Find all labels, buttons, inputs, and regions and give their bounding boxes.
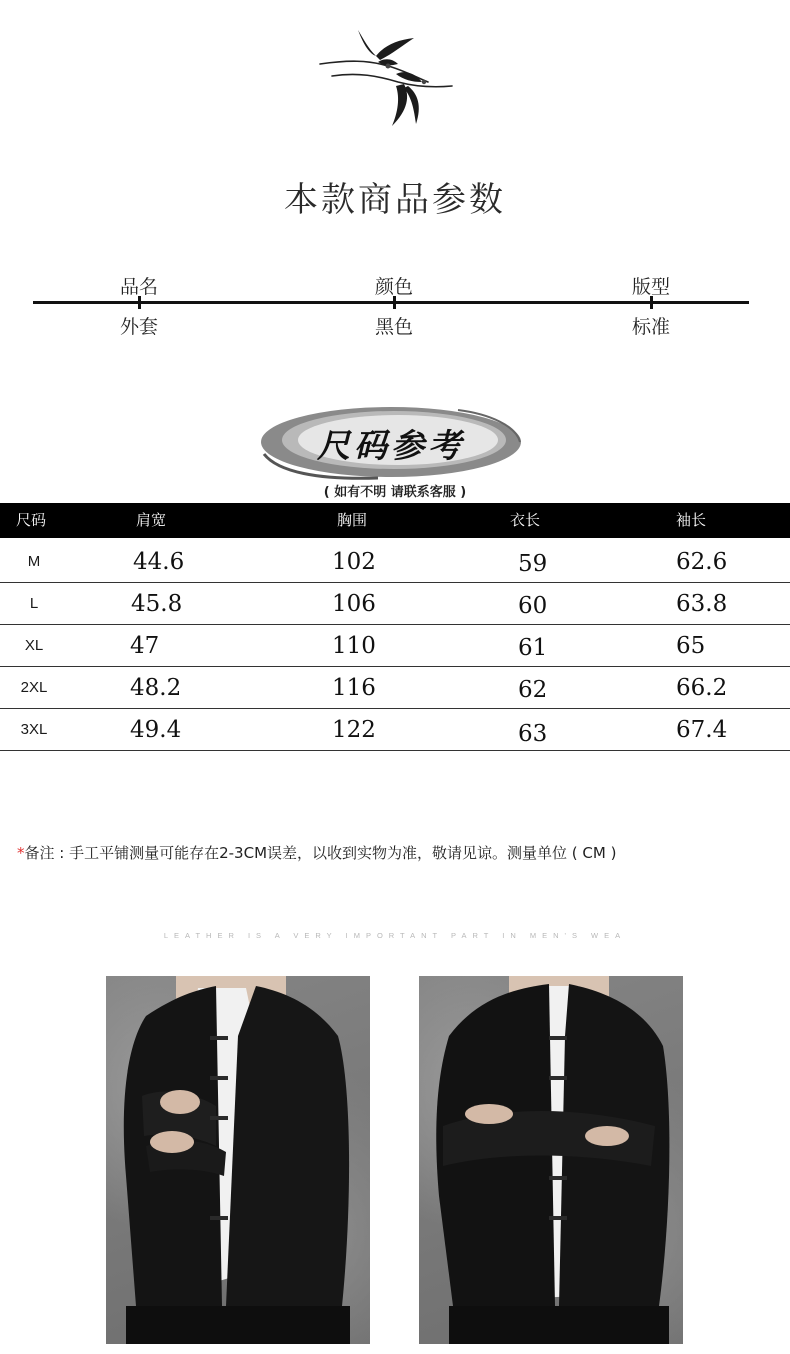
cell-length: 62	[518, 677, 548, 703]
param-key-fit: 版型	[631, 276, 670, 298]
table-row	[0, 624, 790, 667]
cell-size: M	[27, 553, 41, 570]
cell-shoulder: 44.6	[133, 549, 185, 575]
param-value-fit: 标准	[631, 316, 670, 338]
param-key-color: 颜色	[374, 276, 413, 298]
table-row	[0, 582, 790, 625]
header-chest: 胸围	[337, 511, 368, 529]
note-asterisk: *	[17, 844, 25, 862]
header-shoulder: 肩宽	[136, 511, 167, 529]
param-value-color: 黑色	[374, 316, 413, 338]
cell-chest: 102	[332, 549, 376, 575]
cell-shoulder: 48.2	[130, 675, 182, 701]
note-text: 备注 : 手工平铺测量可能存在2-3CM误差，以收到实物为准，敬请见谅。测量单位 ( CM )	[24, 844, 617, 862]
header-sleeve: 袖长	[676, 511, 707, 529]
cell-size: L	[29, 595, 39, 612]
cell-sleeve: 66.2	[676, 675, 728, 701]
cell-sleeve: 62.6	[676, 549, 728, 575]
cell-shoulder: 45.8	[131, 591, 183, 617]
cell-length: 63	[518, 721, 548, 747]
cell-chest: 106	[332, 591, 376, 617]
header-size: 尺码	[16, 511, 47, 529]
param-key-name: 品名	[119, 276, 158, 298]
cell-sleeve: 67.4	[676, 717, 728, 743]
product-photo-right	[419, 976, 683, 1344]
cell-chest: 116	[332, 675, 376, 701]
cell-length: 59	[518, 551, 548, 577]
cell-chest: 110	[332, 633, 376, 659]
table-row	[0, 666, 790, 709]
table-row	[0, 708, 790, 751]
page-title: 本款商品参数	[284, 180, 506, 220]
cell-sleeve: 63.8	[676, 591, 728, 617]
product-photo-left	[106, 976, 370, 1344]
param-value-name: 外套	[119, 316, 158, 338]
table-row	[0, 540, 790, 583]
size-reference-title: 尺码参考	[317, 426, 465, 465]
brand-tagline: LEATHER IS A VERY IMPORTANT PART IN MEN'S WEA	[163, 931, 627, 940]
cell-size: 2XL	[20, 679, 48, 696]
cell-shoulder: 49.4	[130, 717, 182, 743]
size-table-header	[0, 503, 790, 538]
jacket-model-illustration	[106, 976, 370, 1344]
measurement-note	[17, 842, 616, 863]
cell-length: 61	[518, 635, 548, 661]
cell-size: 3XL	[20, 721, 48, 738]
crane-logo	[318, 26, 458, 130]
cell-length: 60	[518, 593, 548, 619]
header-length: 衣长	[510, 511, 541, 529]
cell-sleeve: 65	[676, 633, 706, 659]
jacket-model-illustration	[419, 976, 683, 1344]
size-reference-subtitle: ( 如有不明 请联系客服 )	[323, 485, 467, 500]
cell-shoulder: 47	[130, 633, 160, 659]
cell-size: XL	[24, 637, 44, 654]
cell-chest: 122	[332, 717, 376, 743]
